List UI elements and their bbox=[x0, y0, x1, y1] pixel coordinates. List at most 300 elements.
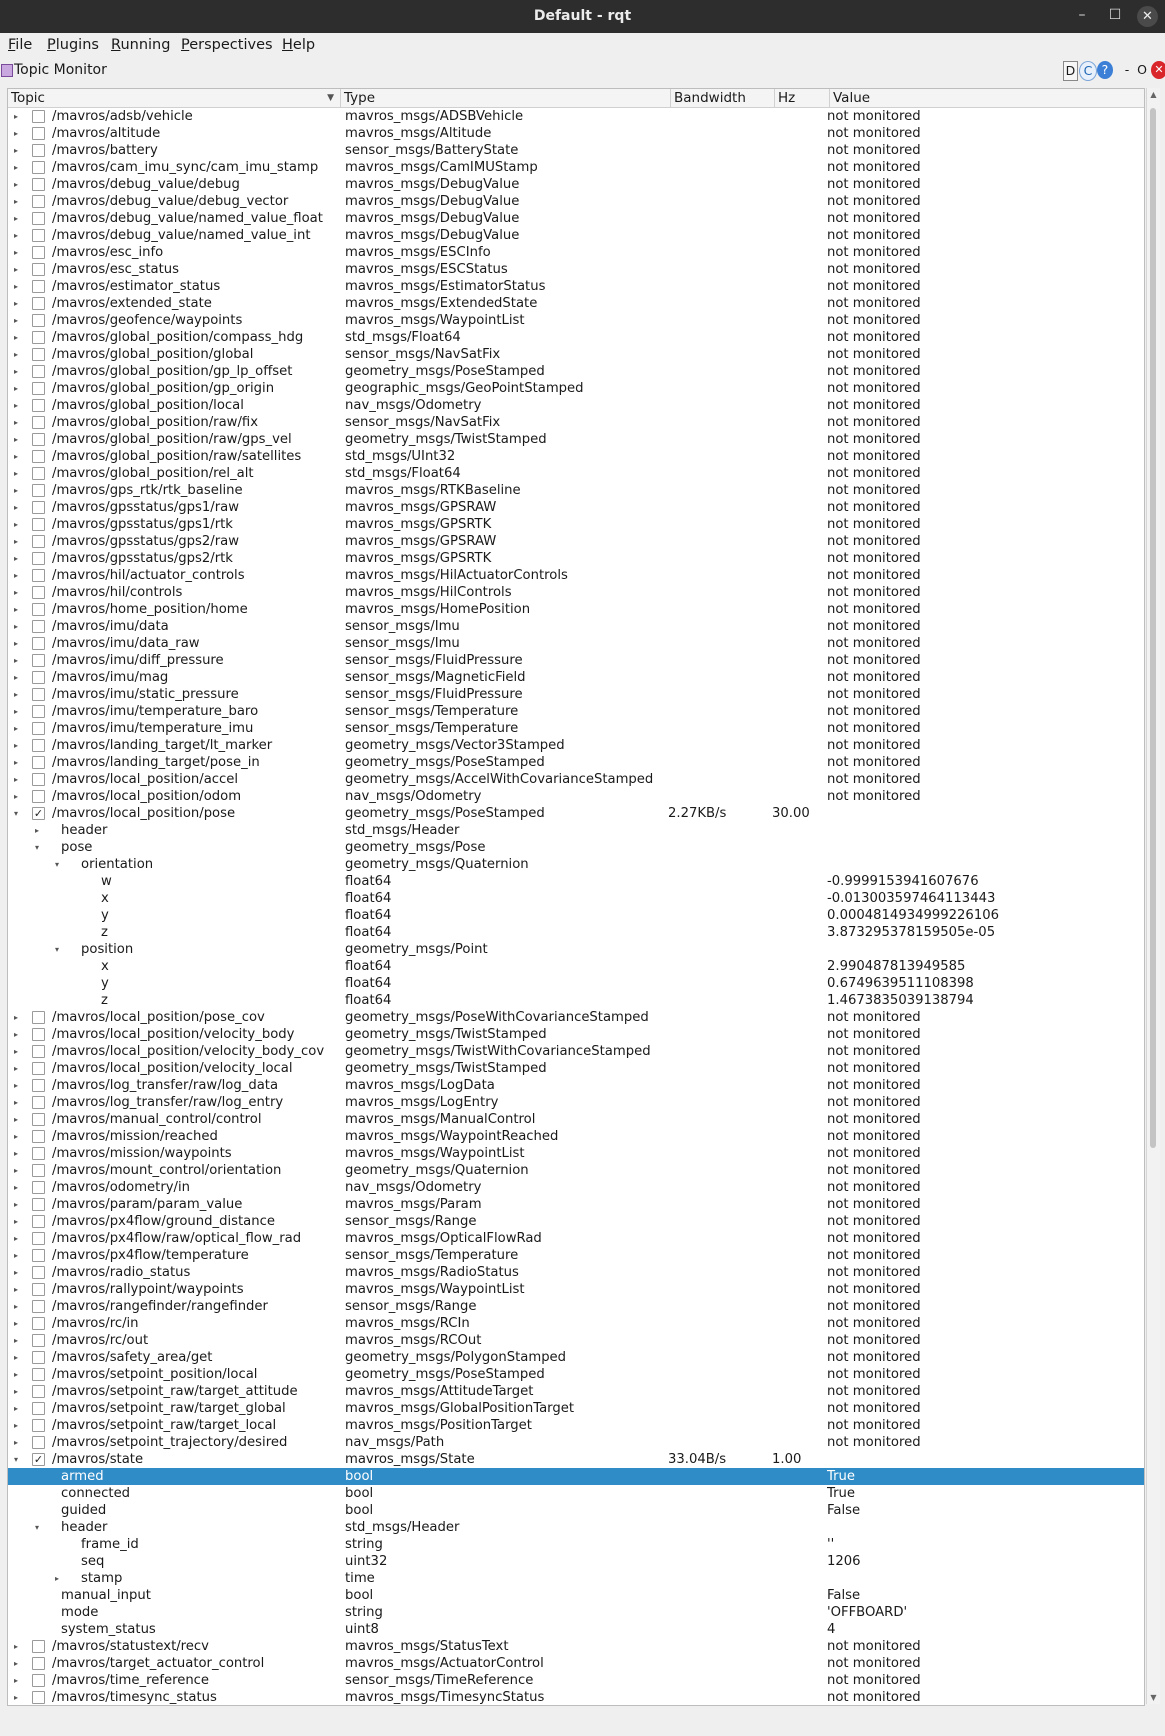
monitor-checkbox[interactable] bbox=[32, 1385, 45, 1398]
topic-row[interactable] bbox=[8, 584, 1144, 601]
topic-row[interactable] bbox=[8, 550, 1144, 567]
expanded-arrow-icon[interactable]: ▾ bbox=[54, 860, 59, 869]
monitor-checkbox[interactable] bbox=[32, 1215, 45, 1228]
topic-name: /mavros/setpoint_raw/target_attitude bbox=[52, 1384, 298, 1399]
topic-row[interactable] bbox=[8, 1417, 1144, 1434]
topic-row[interactable] bbox=[8, 261, 1144, 278]
collapsed-arrow-icon[interactable]: ▸ bbox=[13, 1217, 18, 1226]
monitor-checkbox[interactable] bbox=[32, 1249, 45, 1262]
monitor-checkbox[interactable] bbox=[32, 552, 45, 565]
monitor-checkbox[interactable] bbox=[32, 110, 45, 123]
collapsed-arrow-icon[interactable]: ▸ bbox=[13, 299, 18, 308]
collapsed-arrow-icon[interactable]: ▸ bbox=[13, 265, 18, 274]
collapsed-arrow-icon[interactable]: ▸ bbox=[13, 571, 18, 580]
collapsed-arrow-icon[interactable]: ▸ bbox=[13, 1132, 18, 1141]
topic-row[interactable] bbox=[8, 754, 1144, 771]
topic-name: /mavros/rc/out bbox=[52, 1333, 149, 1348]
topic-row[interactable] bbox=[8, 686, 1144, 703]
column-header-value[interactable]: Value bbox=[833, 90, 871, 106]
expanded-arrow-icon[interactable]: ▾ bbox=[54, 945, 59, 954]
collapsed-arrow-icon[interactable]: ▸ bbox=[13, 1370, 18, 1379]
collapsed-arrow-icon[interactable]: ▸ bbox=[13, 486, 18, 495]
topic-row[interactable] bbox=[8, 397, 1144, 414]
topic-row[interactable] bbox=[8, 652, 1144, 669]
monitor-checkbox[interactable] bbox=[32, 1351, 45, 1364]
topic-row[interactable] bbox=[8, 1094, 1144, 1111]
collapsed-arrow-icon[interactable]: ▸ bbox=[13, 1353, 18, 1362]
collapsed-arrow-icon[interactable]: ▸ bbox=[13, 1183, 18, 1192]
collapsed-arrow-icon[interactable]: ▸ bbox=[13, 1387, 18, 1396]
collapsed-arrow-icon[interactable]: ▸ bbox=[13, 1676, 18, 1685]
collapsed-arrow-icon[interactable]: ▸ bbox=[13, 384, 18, 393]
message-type: mavros_msgs/ExtendedState bbox=[345, 296, 538, 311]
collapsed-arrow-icon[interactable]: ▸ bbox=[13, 520, 18, 529]
monitor-checkbox[interactable] bbox=[32, 1079, 45, 1092]
maximize-button[interactable]: ☐ bbox=[1108, 7, 1122, 23]
topic-row[interactable] bbox=[8, 516, 1144, 533]
collapsed-arrow-icon[interactable]: ▸ bbox=[13, 1081, 18, 1090]
monitor-checkbox[interactable] bbox=[32, 450, 45, 463]
monitor-checkbox[interactable] bbox=[32, 1317, 45, 1330]
topic-row[interactable] bbox=[8, 1689, 1144, 1706]
topic-row[interactable] bbox=[8, 1349, 1144, 1366]
collapsed-arrow-icon[interactable]: ▸ bbox=[13, 367, 18, 376]
collapsed-arrow-icon[interactable]: ▸ bbox=[13, 452, 18, 461]
topic-row[interactable] bbox=[8, 1315, 1144, 1332]
monitor-checkbox[interactable] bbox=[32, 773, 45, 786]
monitor-checkbox[interactable] bbox=[32, 1096, 45, 1109]
topic-row[interactable] bbox=[8, 142, 1144, 159]
topic-name: /mavros/global_position/compass_hdg bbox=[52, 330, 304, 345]
collapsed-arrow-icon[interactable]: ▸ bbox=[54, 1574, 59, 1583]
menu-running[interactable] bbox=[111, 33, 170, 58]
message-type: float64 bbox=[345, 925, 392, 940]
monitor-checkbox-checked[interactable]: ✓ bbox=[33, 807, 44, 820]
topic-row[interactable] bbox=[8, 1264, 1144, 1281]
topic-row[interactable] bbox=[8, 1077, 1144, 1094]
field-value: 0.6749639511108398 bbox=[827, 976, 974, 991]
topic-row[interactable] bbox=[8, 805, 1144, 822]
topic-row[interactable] bbox=[8, 125, 1144, 142]
collapsed-arrow-icon[interactable]: ▸ bbox=[13, 1047, 18, 1056]
topic-row[interactable] bbox=[8, 669, 1144, 686]
monitor-checkbox[interactable] bbox=[32, 1657, 45, 1670]
collapsed-arrow-icon[interactable]: ▸ bbox=[13, 1030, 18, 1039]
close-plugin-button[interactable]: ✕ bbox=[1151, 61, 1165, 79]
topic-row[interactable] bbox=[8, 312, 1144, 329]
monitor-checkbox[interactable] bbox=[32, 263, 45, 276]
collapsed-arrow-icon[interactable]: ▸ bbox=[13, 690, 18, 699]
field-row[interactable] bbox=[8, 1502, 1144, 1519]
topic-row[interactable] bbox=[8, 788, 1144, 805]
topic-row[interactable] bbox=[8, 380, 1144, 397]
topic-row[interactable] bbox=[8, 567, 1144, 584]
collapsed-arrow-icon[interactable]: ▸ bbox=[13, 605, 18, 614]
topic-row[interactable] bbox=[8, 533, 1144, 550]
collapsed-arrow-icon[interactable]: ▸ bbox=[13, 146, 18, 155]
monitor-checkbox[interactable] bbox=[32, 127, 45, 140]
monitor-checkbox[interactable] bbox=[32, 1181, 45, 1194]
field-row[interactable] bbox=[8, 1570, 1144, 1587]
topic-row[interactable] bbox=[8, 499, 1144, 516]
topic-row[interactable] bbox=[8, 1332, 1144, 1349]
collapsed-arrow-icon[interactable]: ▸ bbox=[13, 1302, 18, 1311]
monitor-checkbox[interactable] bbox=[32, 603, 45, 616]
topic-row[interactable] bbox=[8, 363, 1144, 380]
topic-row[interactable] bbox=[8, 465, 1144, 482]
scrollbar-thumb[interactable] bbox=[1150, 108, 1156, 1148]
monitor-checkbox[interactable] bbox=[32, 1164, 45, 1177]
field-row[interactable] bbox=[8, 907, 1144, 924]
topic-row[interactable] bbox=[8, 1043, 1144, 1060]
collapsed-arrow-icon[interactable]: ▸ bbox=[34, 826, 39, 835]
monitor-checkbox[interactable] bbox=[32, 688, 45, 701]
field-row[interactable] bbox=[8, 958, 1144, 975]
monitor-checkbox[interactable] bbox=[32, 212, 45, 225]
expanded-arrow-icon[interactable]: ▾ bbox=[34, 843, 39, 852]
topic-name: header bbox=[61, 823, 108, 838]
field-row[interactable] bbox=[8, 1587, 1144, 1604]
topic-row[interactable] bbox=[8, 720, 1144, 737]
reload-button[interactable]: C bbox=[1079, 61, 1097, 81]
collapsed-arrow-icon[interactable]: ▸ bbox=[13, 1642, 18, 1651]
collapsed-arrow-icon[interactable]: ▸ bbox=[13, 401, 18, 410]
topic-row[interactable] bbox=[8, 1298, 1144, 1315]
monitor-checkbox[interactable] bbox=[32, 433, 45, 446]
collapsed-arrow-icon[interactable]: ▸ bbox=[13, 197, 18, 206]
menu-plugins[interactable] bbox=[47, 33, 99, 58]
monitor-checkbox[interactable] bbox=[32, 1691, 45, 1704]
collapsed-arrow-icon[interactable]: ▸ bbox=[13, 418, 18, 427]
field-row[interactable] bbox=[8, 975, 1144, 992]
monitor-checkbox[interactable] bbox=[32, 1283, 45, 1296]
collapsed-arrow-icon[interactable]: ▸ bbox=[13, 1285, 18, 1294]
monitor-checkbox[interactable] bbox=[32, 297, 45, 310]
monitor-checkbox[interactable] bbox=[32, 1045, 45, 1058]
topic-row[interactable] bbox=[8, 1638, 1144, 1655]
field-row[interactable] bbox=[8, 1621, 1144, 1638]
topic-row[interactable] bbox=[8, 159, 1144, 176]
minimize-plugin-button[interactable]: - bbox=[1124, 62, 1130, 77]
field-value: 2.990487813949585 bbox=[827, 959, 966, 974]
hz-value: 30.00 bbox=[772, 806, 810, 821]
monitor-checkbox[interactable] bbox=[32, 382, 45, 395]
menu-perspectives[interactable] bbox=[181, 33, 273, 58]
monitor-checkbox[interactable] bbox=[32, 399, 45, 412]
monitor-checkbox[interactable] bbox=[32, 1266, 45, 1279]
monitor-checkbox[interactable] bbox=[32, 756, 45, 769]
topic-row[interactable] bbox=[8, 1009, 1144, 1026]
topic-row[interactable] bbox=[8, 1383, 1144, 1400]
collapsed-arrow-icon[interactable]: ▸ bbox=[13, 1115, 18, 1124]
message-type: mavros_msgs/RadioStatus bbox=[345, 1265, 519, 1280]
collapsed-arrow-icon[interactable]: ▸ bbox=[13, 758, 18, 767]
topic-row[interactable] bbox=[8, 329, 1144, 346]
menu-plugins-mnemonic: P bbox=[47, 37, 56, 53]
collapsed-arrow-icon[interactable]: ▸ bbox=[13, 707, 18, 716]
topic-row[interactable] bbox=[8, 1128, 1144, 1145]
monitor-checkbox[interactable] bbox=[32, 348, 45, 361]
collapsed-arrow-icon[interactable]: ▸ bbox=[13, 112, 18, 121]
message-type: mavros_msgs/Param bbox=[345, 1197, 482, 1212]
monitor-checkbox[interactable] bbox=[32, 1402, 45, 1415]
collapsed-arrow-icon[interactable]: ▸ bbox=[13, 724, 18, 733]
collapsed-arrow-icon[interactable]: ▸ bbox=[13, 1438, 18, 1447]
monitor-checkbox[interactable] bbox=[32, 501, 45, 514]
topic-row[interactable] bbox=[8, 1451, 1144, 1468]
monitor-checkbox[interactable] bbox=[32, 671, 45, 684]
monitor-checkbox[interactable] bbox=[32, 569, 45, 582]
monitor-checkbox[interactable] bbox=[32, 739, 45, 752]
topic-row[interactable] bbox=[8, 482, 1144, 499]
monitor-checkbox[interactable] bbox=[32, 637, 45, 650]
topic-row[interactable] bbox=[8, 1196, 1144, 1213]
topic-row[interactable] bbox=[8, 1026, 1144, 1043]
field-row[interactable] bbox=[8, 822, 1144, 839]
collapsed-arrow-icon[interactable]: ▸ bbox=[13, 1659, 18, 1668]
collapsed-arrow-icon[interactable]: ▸ bbox=[13, 1268, 18, 1277]
topic-row[interactable] bbox=[8, 1247, 1144, 1264]
topic-row[interactable] bbox=[8, 227, 1144, 244]
column-header-type[interactable]: Type bbox=[341, 89, 671, 107]
message-type: mavros_msgs/LogEntry bbox=[345, 1095, 499, 1110]
topic-row[interactable] bbox=[8, 108, 1144, 125]
topic-tree-table[interactable] bbox=[7, 88, 1145, 1706]
monitor-checkbox[interactable] bbox=[32, 654, 45, 667]
monitor-checkbox[interactable] bbox=[32, 1130, 45, 1143]
topic-row[interactable] bbox=[8, 278, 1144, 295]
collapsed-arrow-icon[interactable]: ▸ bbox=[13, 639, 18, 648]
monitor-checkbox[interactable] bbox=[32, 280, 45, 293]
collapsed-arrow-icon[interactable]: ▸ bbox=[13, 248, 18, 257]
menu-perspectives-mnemonic: P bbox=[181, 37, 190, 53]
collapsed-arrow-icon[interactable]: ▸ bbox=[13, 1234, 18, 1243]
monitor-checkbox[interactable] bbox=[32, 518, 45, 531]
collapsed-arrow-icon[interactable]: ▸ bbox=[13, 1064, 18, 1073]
field-row[interactable] bbox=[8, 856, 1144, 873]
collapsed-arrow-icon[interactable]: ▸ bbox=[13, 180, 18, 189]
window-titlebar bbox=[0, 0, 1165, 33]
collapsed-arrow-icon[interactable]: ▸ bbox=[13, 741, 18, 750]
topic-name: /mavros/mission/waypoints bbox=[52, 1146, 232, 1161]
collapsed-arrow-icon[interactable]: ▸ bbox=[13, 163, 18, 172]
topic-row[interactable] bbox=[8, 1281, 1144, 1298]
menu-file[interactable] bbox=[8, 33, 32, 58]
collapsed-arrow-icon[interactable]: ▸ bbox=[13, 1149, 18, 1158]
monitor-checkbox[interactable] bbox=[32, 1062, 45, 1075]
monitor-checkbox[interactable] bbox=[32, 416, 45, 429]
bandwidth-value: 2.27KB/s bbox=[668, 806, 727, 821]
collapsed-arrow-icon[interactable]: ▸ bbox=[13, 469, 18, 478]
topic-row[interactable] bbox=[8, 448, 1144, 465]
monitor-checkbox[interactable] bbox=[32, 1368, 45, 1381]
monitor-checkbox[interactable] bbox=[32, 535, 45, 548]
expanded-arrow-icon[interactable]: ▾ bbox=[13, 809, 18, 818]
field-row[interactable] bbox=[8, 1553, 1144, 1570]
collapsed-arrow-icon[interactable]: ▸ bbox=[13, 214, 18, 223]
monitor-checkbox[interactable] bbox=[32, 484, 45, 497]
collapsed-arrow-icon[interactable]: ▸ bbox=[13, 554, 18, 563]
minimize-button[interactable]: – bbox=[1078, 7, 1086, 23]
monitor-checkbox[interactable] bbox=[32, 620, 45, 633]
topic-row[interactable] bbox=[8, 771, 1144, 788]
collapsed-arrow-icon[interactable]: ▸ bbox=[13, 1693, 18, 1702]
collapsed-arrow-icon[interactable]: ▸ bbox=[13, 1319, 18, 1328]
topic-row[interactable] bbox=[8, 1366, 1144, 1383]
monitor-checkbox[interactable] bbox=[32, 586, 45, 599]
collapsed-arrow-icon[interactable]: ▸ bbox=[13, 537, 18, 546]
topic-row[interactable] bbox=[8, 1213, 1144, 1230]
monitor-checkbox[interactable] bbox=[32, 1436, 45, 1449]
collapsed-arrow-icon[interactable]: ▸ bbox=[13, 1166, 18, 1175]
field-value: not monitored bbox=[827, 381, 921, 396]
collapsed-arrow-icon[interactable]: ▸ bbox=[13, 435, 18, 444]
collapsed-arrow-icon[interactable]: ▸ bbox=[13, 1098, 18, 1107]
column-header-topic[interactable] bbox=[8, 89, 341, 107]
dock-button[interactable]: D bbox=[1063, 61, 1078, 81]
vertical-scrollbar[interactable] bbox=[1146, 88, 1160, 1704]
collapsed-arrow-icon[interactable]: ▸ bbox=[13, 282, 18, 291]
field-row[interactable] bbox=[8, 1468, 1144, 1485]
monitor-checkbox[interactable] bbox=[32, 705, 45, 718]
topic-row[interactable] bbox=[8, 1655, 1144, 1672]
topic-row[interactable] bbox=[8, 346, 1144, 363]
topic-name: y bbox=[101, 908, 109, 923]
topic-row[interactable] bbox=[8, 1230, 1144, 1247]
collapsed-arrow-icon[interactable]: ▸ bbox=[13, 656, 18, 665]
help-button[interactable]: ? bbox=[1097, 61, 1113, 79]
topic-row[interactable] bbox=[8, 1111, 1144, 1128]
field-row[interactable] bbox=[8, 1604, 1144, 1621]
collapsed-arrow-icon[interactable]: ▸ bbox=[13, 622, 18, 631]
topic-row[interactable] bbox=[8, 1434, 1144, 1451]
monitor-checkbox-checked[interactable]: ✓ bbox=[33, 1453, 44, 1466]
topic-row[interactable] bbox=[8, 1179, 1144, 1196]
field-row[interactable] bbox=[8, 873, 1144, 890]
topic-row[interactable] bbox=[8, 1145, 1144, 1162]
collapsed-arrow-icon[interactable]: ▸ bbox=[13, 1013, 18, 1022]
collapsed-arrow-icon[interactable]: ▸ bbox=[13, 231, 18, 240]
monitor-checkbox[interactable] bbox=[32, 144, 45, 157]
collapsed-arrow-icon[interactable]: ▸ bbox=[13, 129, 18, 138]
field-row[interactable] bbox=[8, 1536, 1144, 1553]
monitor-checkbox[interactable] bbox=[32, 1011, 45, 1024]
topic-name: /mavros/rc/in bbox=[52, 1316, 139, 1331]
scroll-up-arrow-icon[interactable]: ▲ bbox=[1150, 90, 1157, 99]
collapsed-arrow-icon[interactable]: ▸ bbox=[13, 350, 18, 359]
message-type: mavros_msgs/WaypointList bbox=[345, 1282, 525, 1297]
topic-row[interactable] bbox=[8, 295, 1144, 312]
topic-row[interactable] bbox=[8, 193, 1144, 210]
topic-name: /mavros/global_position/raw/fix bbox=[52, 415, 259, 430]
monitor-checkbox[interactable] bbox=[32, 1198, 45, 1211]
collapsed-arrow-icon[interactable]: ▸ bbox=[13, 588, 18, 597]
column-header-hz[interactable]: Hz bbox=[775, 89, 830, 107]
collapsed-arrow-icon[interactable]: ▸ bbox=[13, 333, 18, 342]
column-header-bandwidth[interactable]: Bandwidth bbox=[671, 89, 775, 107]
field-value: not monitored bbox=[827, 1656, 921, 1671]
topic-row[interactable] bbox=[8, 210, 1144, 227]
monitor-checkbox[interactable] bbox=[32, 331, 45, 344]
collapsed-arrow-icon[interactable]: ▸ bbox=[13, 792, 18, 801]
monitor-checkbox[interactable] bbox=[32, 1334, 45, 1347]
monitor-checkbox[interactable] bbox=[32, 1028, 45, 1041]
monitor-checkbox[interactable] bbox=[32, 178, 45, 191]
topic-row[interactable] bbox=[8, 618, 1144, 635]
topic-row[interactable] bbox=[8, 414, 1144, 431]
window-close-button[interactable]: ✕ bbox=[1137, 6, 1158, 27]
field-row[interactable] bbox=[8, 839, 1144, 856]
collapsed-arrow-icon[interactable]: ▸ bbox=[13, 1336, 18, 1345]
field-row[interactable] bbox=[8, 1485, 1144, 1502]
field-row[interactable] bbox=[8, 1519, 1144, 1536]
topic-name: /mavros/px4flow/ground_distance bbox=[52, 1214, 275, 1229]
topic-row[interactable] bbox=[8, 1400, 1144, 1417]
collapsed-arrow-icon[interactable]: ▸ bbox=[13, 1404, 18, 1413]
monitor-checkbox[interactable] bbox=[32, 161, 45, 174]
field-row[interactable] bbox=[8, 941, 1144, 958]
topic-row[interactable] bbox=[8, 703, 1144, 720]
message-type: geometry_msgs/AccelWithCovarianceStamped bbox=[345, 772, 654, 787]
expanded-arrow-icon[interactable]: ▾ bbox=[34, 1523, 39, 1532]
monitor-checkbox[interactable] bbox=[32, 246, 45, 259]
monitor-checkbox[interactable] bbox=[32, 790, 45, 803]
menu-help[interactable] bbox=[282, 33, 315, 58]
topic-row[interactable] bbox=[8, 176, 1144, 193]
field-value: not monitored bbox=[827, 772, 921, 787]
field-value: not monitored bbox=[827, 619, 921, 634]
collapsed-arrow-icon[interactable]: ▸ bbox=[13, 775, 18, 784]
monitor-checkbox[interactable] bbox=[32, 1147, 45, 1160]
monitor-checkbox[interactable] bbox=[32, 365, 45, 378]
topic-name: /mavros/rangefinder/rangefinder bbox=[52, 1299, 268, 1314]
topic-row[interactable] bbox=[8, 635, 1144, 652]
message-type: mavros_msgs/RCOut bbox=[345, 1333, 482, 1348]
field-row[interactable] bbox=[8, 992, 1144, 1009]
collapsed-arrow-icon[interactable]: ▸ bbox=[13, 1200, 18, 1209]
expanded-arrow-icon[interactable]: ▾ bbox=[13, 1455, 18, 1464]
monitor-checkbox[interactable] bbox=[32, 1419, 45, 1432]
monitor-checkbox[interactable] bbox=[32, 195, 45, 208]
monitor-checkbox[interactable] bbox=[32, 1113, 45, 1126]
monitor-checkbox[interactable] bbox=[32, 314, 45, 327]
monitor-checkbox[interactable] bbox=[32, 1300, 45, 1313]
collapsed-arrow-icon[interactable]: ▸ bbox=[13, 316, 18, 325]
collapsed-arrow-icon[interactable]: ▸ bbox=[13, 503, 18, 512]
scroll-down-arrow-icon[interactable]: ▼ bbox=[1150, 1693, 1157, 1702]
collapsed-arrow-icon[interactable]: ▸ bbox=[13, 673, 18, 682]
monitor-checkbox[interactable] bbox=[32, 229, 45, 242]
topic-row[interactable] bbox=[8, 1060, 1144, 1077]
monitor-checkbox[interactable] bbox=[32, 1674, 45, 1687]
topic-row[interactable] bbox=[8, 431, 1144, 448]
monitor-checkbox[interactable] bbox=[32, 1640, 45, 1653]
topic-row[interactable] bbox=[8, 737, 1144, 754]
monitor-checkbox[interactable] bbox=[32, 722, 45, 735]
topic-row[interactable] bbox=[8, 1162, 1144, 1179]
message-type: geometry_msgs/Point bbox=[345, 942, 488, 957]
field-row[interactable] bbox=[8, 890, 1144, 907]
monitor-checkbox[interactable] bbox=[32, 467, 45, 480]
field-row[interactable] bbox=[8, 924, 1144, 941]
topic-row[interactable] bbox=[8, 244, 1144, 261]
topic-row[interactable] bbox=[8, 601, 1144, 618]
collapsed-arrow-icon[interactable]: ▸ bbox=[13, 1251, 18, 1260]
topic-row[interactable] bbox=[8, 1672, 1144, 1689]
float-plugin-button[interactable]: O bbox=[1137, 62, 1147, 77]
collapsed-arrow-icon[interactable]: ▸ bbox=[13, 1421, 18, 1430]
monitor-checkbox[interactable] bbox=[32, 1232, 45, 1245]
